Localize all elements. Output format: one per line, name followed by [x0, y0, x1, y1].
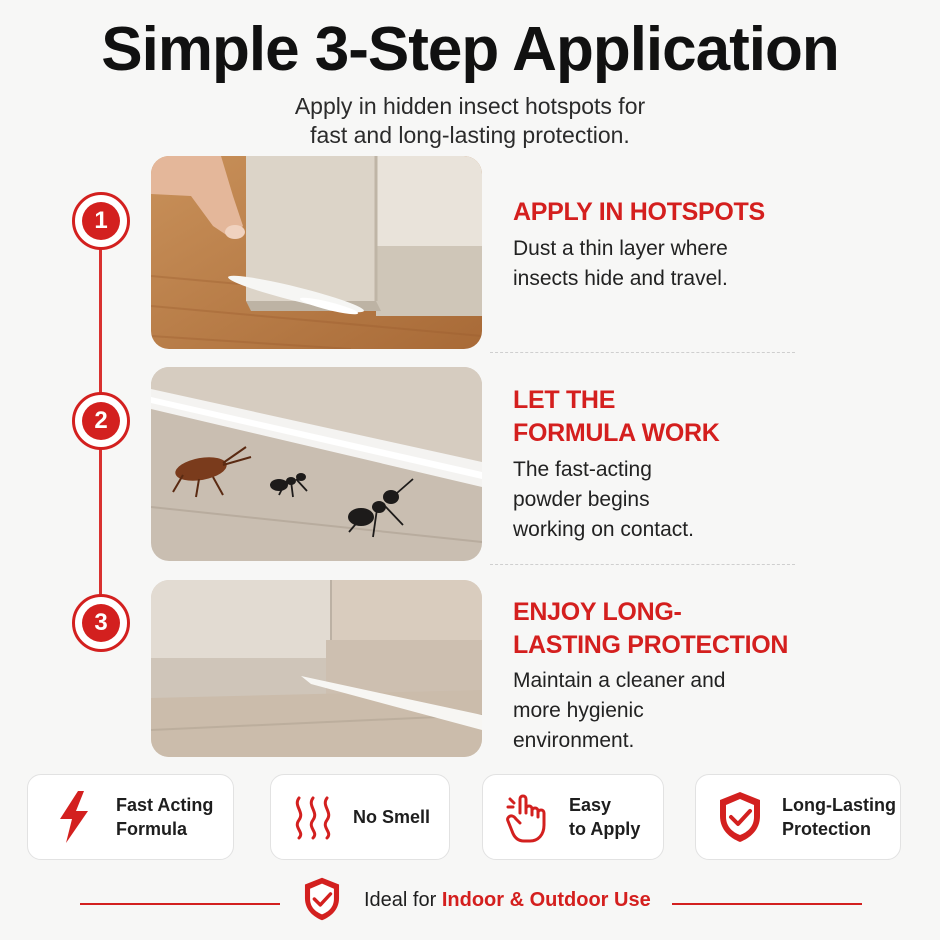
step-3-description [513, 666, 803, 756]
footer-prefix: Ideal for [364, 889, 442, 911]
step-3-title-line-1: ENJOY LONG- [513, 598, 682, 626]
step-2-desc-line-2: powder begins [513, 488, 650, 511]
feature-easy-line-2: to Apply [569, 819, 641, 839]
step-2-number: 2 [72, 392, 130, 450]
divider-2 [490, 564, 795, 565]
footer-line-right [672, 903, 862, 905]
feature-easy-apply [482, 774, 664, 860]
footer-text [364, 889, 651, 912]
step-3-title-line-2: LASTING PROTECTION [513, 631, 789, 659]
feature-fast-acting-line-1: Fast Acting [116, 795, 214, 815]
feature-no-smell [270, 774, 450, 860]
step-3-desc-line-2: more hygienic [513, 699, 644, 722]
subtitle-line-2: fast and long-lasting protection. [310, 122, 630, 148]
feature-fast-acting-line-2: Formula [116, 819, 188, 839]
feature-long-lasting [695, 774, 901, 860]
footer-highlight: Indoor & Outdoor Use [441, 889, 651, 911]
step-3-title [513, 596, 813, 662]
step-1-desc-line-2: insects hide and travel. [513, 267, 728, 290]
step-2-description [513, 455, 803, 545]
feature-easy-line-1: Easy [569, 795, 612, 815]
step-1-desc-line-1: Dust a thin layer where [513, 237, 728, 260]
step-3-desc-line-1: Maintain a cleaner and [513, 669, 726, 692]
step-2-title-line-2: FORMULA WORK [513, 419, 720, 447]
step-3-photo [151, 580, 482, 757]
step-1-number: 1 [72, 192, 130, 250]
step-2-title-line-1: LET THE [513, 386, 616, 414]
feature-long-lasting-line-1: Long-Lasting [782, 795, 896, 815]
shield-check-icon [302, 876, 342, 922]
divider-1 [490, 352, 795, 353]
step-3-number: 3 [72, 594, 130, 652]
page-subtitle [170, 92, 770, 150]
page-title: Simple 3-Step Application [101, 15, 839, 84]
footer-shield [302, 876, 342, 927]
hand-tap-icon [504, 791, 550, 843]
step-1-photo [151, 156, 482, 349]
step-2-desc-line-1: The fast-acting [513, 458, 652, 481]
step-1-title: APPLY IN HOTSPOTS [513, 198, 765, 226]
footer-line-left [80, 903, 280, 905]
lightning-icon [56, 791, 92, 843]
subtitle-line-1: Apply in hidden insect hotspots for [294, 93, 646, 119]
step-2-title [513, 384, 813, 450]
feature-fast-acting [27, 774, 234, 860]
step-1-description [513, 234, 803, 294]
feature-long-lasting-line-2: Protection [782, 819, 872, 839]
shield-check-icon [717, 790, 763, 844]
step-3-desc-line-3: environment. [513, 729, 635, 752]
no-odor-icon [291, 794, 335, 840]
feature-no-smell-label: No Smell [353, 807, 431, 827]
step-2-desc-line-3: working on contact. [513, 518, 694, 541]
step-2-photo [151, 367, 482, 561]
